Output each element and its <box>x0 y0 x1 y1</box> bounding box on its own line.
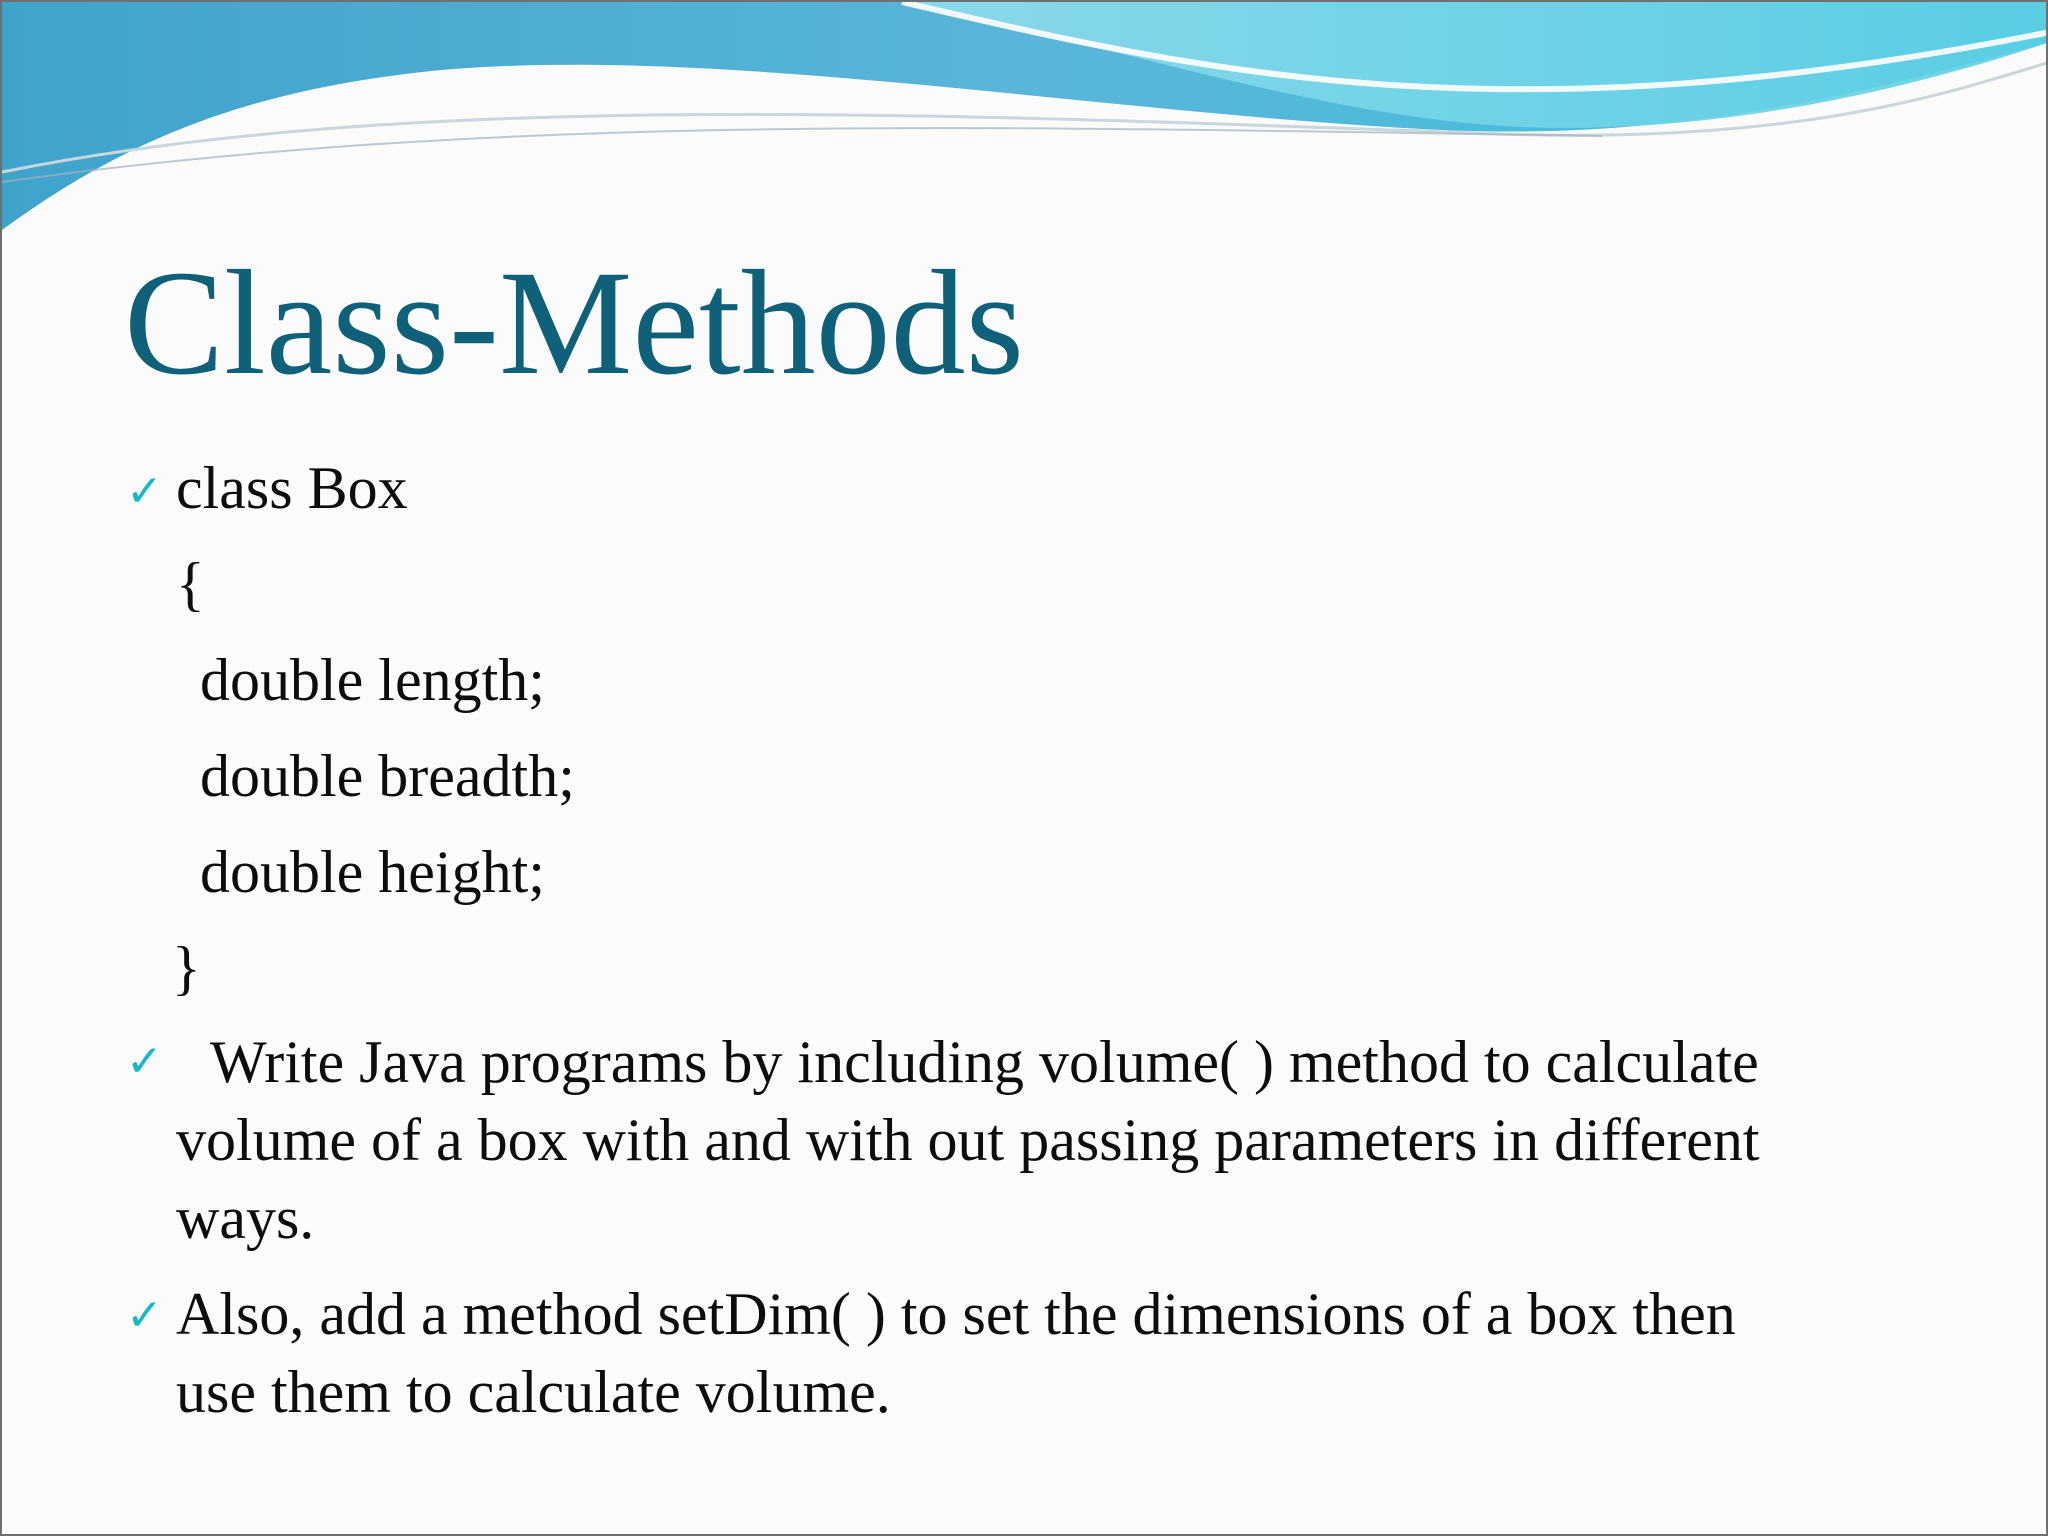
code-close-brace: } <box>172 935 201 1001</box>
code-field-line: double length; <box>200 647 545 713</box>
checkmark-icon: ✓ <box>126 466 163 517</box>
code-open-brace: { <box>176 551 205 617</box>
header-wave-decoration <box>2 2 2048 242</box>
bullet-text-line: ways. <box>176 1185 315 1251</box>
bullet-text-line: Write Java programs by including volume( ) method to calculate <box>210 1029 1759 1095</box>
bullet-text-line: use them to calculate volume. <box>176 1359 891 1425</box>
slide-title: Class-Methods <box>124 240 1024 406</box>
checkmark-icon: ✓ <box>126 1036 163 1087</box>
checkmark-icon: ✓ <box>126 1290 163 1341</box>
code-field-line: double breadth; <box>200 743 575 809</box>
code-class-line: class Box <box>176 455 408 521</box>
bullet-text-line: volume of a box with and with out passing parameters in different <box>176 1107 1760 1173</box>
code-field-line: double height; <box>200 839 545 905</box>
bullet-text-line: Also, add a method setDim( ) to set the dimensions of a box then <box>176 1281 1736 1347</box>
